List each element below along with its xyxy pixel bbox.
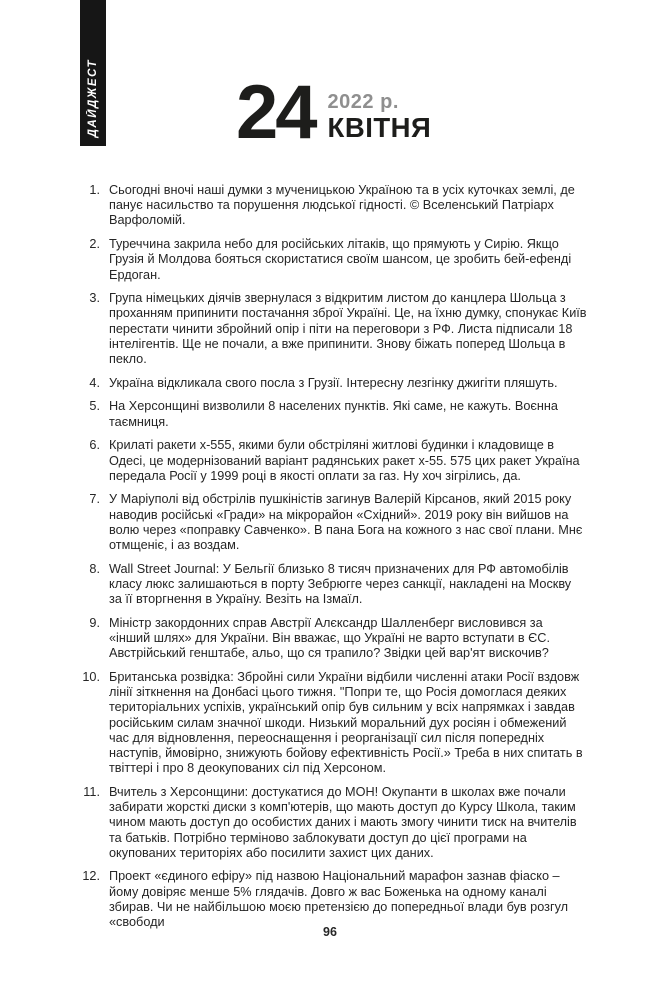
item-text: Група німецьких діячів звернулася з відкритим листом до канцлера Шольца з проханням припинити постачання зброї Україні. Це, на їхню думку, спонукає Київ перестати чинити збройний опір і піти на переговори з РФ. Листа підписали 18 інтелігентів. Ще не почали, а вже припинити. Знову біжать поперед Шольца в пекло. — [109, 291, 587, 367]
item-number: 4. — [89, 375, 100, 390]
date-month: КВІТНЯ — [327, 112, 432, 143]
item-text: Wall Street Journal: У Бельгії близько 8 тисяч призначених для РФ автомобілів класу люкс залишаються в порту Зебрюгге через санкції, накладені на Москву за її вторгнення в Україну. Везіть на Ізмаїл. — [109, 561, 572, 607]
date-day: 24 — [236, 70, 315, 155]
item-text: Вчитель з Херсонщини: достукатися до МОН! Окупанти в школах вже почали забирати жорсткі диски з комп'ютерів, що мають доступ до Курсу Школа, таким чином мають доступ до особистих даних і мають змогу чинити тиск на вчителів та батьків. Потрібно терміново заблокувати доступ до цієї програми на окупованих територіях або посилити захист цих даних. — [109, 784, 577, 860]
item-number: 7. — [89, 492, 100, 507]
item-number: 9. — [89, 615, 100, 630]
digest-tab — [80, 0, 106, 146]
date-header — [236, 70, 432, 155]
item-text: Проект «єдиного ефіру» під назвою Національний марафон зазнав фіаско – йому довіряє менше 5% глядачів. Довго ж вас Боженька на одному каналі збирав. Чи не найбільшою моєю претензією до попередньої влади був розгул «свободи — [109, 869, 569, 930]
item-number: 6. — [89, 438, 100, 453]
item-number: 12. — [82, 869, 100, 884]
digest-tab-label: ДАЙДЖЕСТ — [87, 58, 99, 137]
digest-item — [80, 670, 588, 776]
item-text: Сьогодні вночі наші думки з мученицькою Україною та в усіх куточках землі, де панує насильство та порушення людської гідності. © Вселенський Патріарх Варфоломій. — [109, 183, 575, 228]
item-number: 8. — [89, 561, 100, 576]
item-number: 11. — [83, 784, 100, 799]
digest-item — [80, 616, 588, 662]
item-text: У Маріуполі від обстрілів пушкіністів загинув Валерій Кірсанов, який 2015 року наводив російські «Гради» на мікрорайон «Східний». 2019 року він вийшов на волю через «поправку Савченко». В пана Бога на кожного з нас свої плани. Мнє отмщеніє, і аз воздам. — [109, 492, 583, 553]
digest-item — [80, 438, 588, 484]
digest-item — [80, 785, 588, 861]
digest-item — [80, 376, 588, 391]
digest-item — [80, 237, 588, 283]
item-text: На Херсонщині визволили 8 населених пунктів. Які саме, не кажуть. Воєнна таємниця. — [109, 399, 558, 429]
item-text: Британська розвідка: Збройні сили України відбили численні атаки Росії вздовж лінії зіткнення на Донбасі цього тижня. "Попри те, що Росія домоглася деяких територіальних успіхів, український опір був сильним у всіх напрямках і завдав російським силам значної шкоди. Низький моральний дух росіян і обмежений час для відновлення, переоснащення і реорганізації сил після попередніх наступів, ймовірно, знижують бойову ефективність Росії.» Треба в них спитать в твіттері і про 8 деокупованих сіл під Херсоном. — [109, 669, 583, 776]
item-number: 5. — [89, 399, 100, 414]
digest-item — [80, 492, 588, 553]
item-text: Міністр закордонних справ Австрії Алєксандр Шалленберг висловився за «інший шлях» для України. Він вважає, що Україні не варто вступати в ЄС. Австрійський генштабе, альо, що ся трапило? Звідки цей вар'ят вискочив? — [109, 615, 550, 661]
digest-item — [80, 869, 588, 930]
item-number: 10. — [82, 669, 100, 684]
date-year: 2022 р. — [327, 91, 399, 113]
item-text: Крилаті ракети х-555, якими були обстріляні житлові будинки і кладовище в Одесі, це модернізований варіант радянських ракет х-55. 575 цих ракет Україна передала Росії у 1999 році в якості оплати за газ. Ну хоч зігрілись, да. — [109, 438, 580, 483]
item-text: Україна відкликала свого посла з Грузії. Інтересну лезгінку джигіти пляшуть. — [109, 375, 558, 390]
digest-item — [80, 562, 588, 608]
digest-item — [80, 399, 588, 429]
digest-item — [80, 291, 588, 367]
item-number: 2. — [89, 237, 100, 252]
digest-item — [80, 183, 588, 229]
page-number: 96 — [323, 925, 337, 939]
date-year-month — [328, 93, 432, 141]
digest-list — [80, 183, 588, 939]
item-text: Туреччина закрила небо для російських літаків, що прямують у Сирію. Якщо Грузія й Молдова бояться скористатися своїм шансом, це зробить бей-ефенді Ердоган. — [109, 237, 572, 282]
item-number: 3. — [89, 291, 100, 306]
item-number: 1. — [89, 183, 100, 197]
